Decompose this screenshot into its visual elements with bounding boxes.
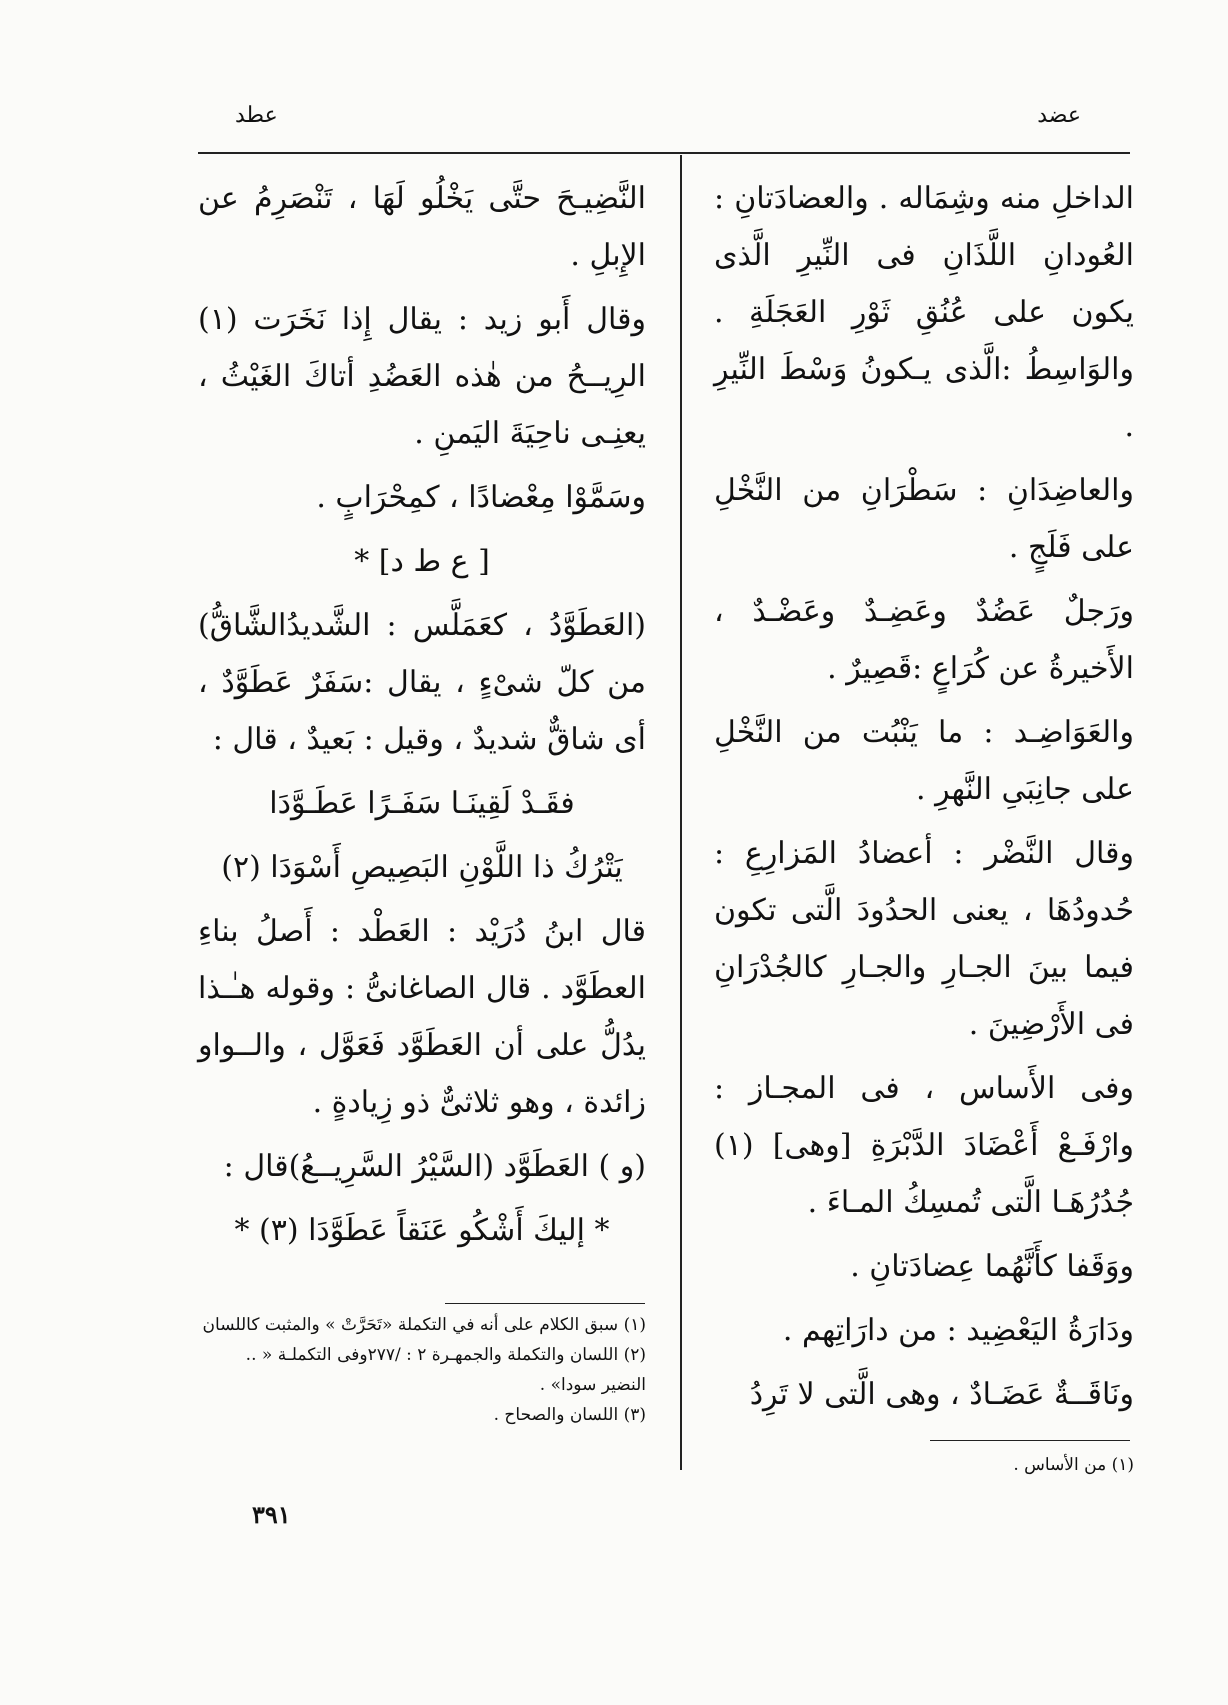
paragraph: النَّضِيـحَ حتَّى يَخْلُو لَهَا ، تَنْصَرِمُ عن الإِبلِ . [198,181,646,273]
paragraph: (العَطَوَّدُ ، كعَمَلَّس : الشَّديدُالشَّاقُّ) من كلّ شىْءٍ ، يقال :سَفَرٌ عَطَوَّدٌ ، أى شاقٌّ شديدٌ ، وقيل : بَعيدٌ ، قال : [198,608,646,757]
footnotes-right [714,1450,1134,1480]
paragraph: وقال أَبو زيد : يقال إِذا نَخَرَت (١) الرِيــحُ من هٰذه العَضُدِ أتاكَ الغَيْثُ ، يعنِـى ناحِيَةَ اليَمنِ . [198,302,646,451]
paragraph: وقال النَّضْر : أعضادُ المَزارِعِ : حُدودُهَا ، يعنى الحدُودَ الَّتى تكون فيما بينَ الجـارِ والجـارِ كالجُدْرَانِ فى الأَرْضِينَ . [714,836,1134,1042]
section-heading: [ ع ط د] * [354,544,490,579]
footnote: (٣) اللسان والصحاح . [493,1405,646,1425]
paragraph: وسَمَّوْا مِعْضادًا ، كمِحْرَابٍ . [316,480,646,515]
paragraph: والعاضِدَانِ : سَطْرَانِ من النَّخْلِ على فَلَجٍ . [714,473,1134,565]
footnote: (١) من الأساس . [1013,1455,1134,1475]
footnote-rule-right [930,1440,1130,1441]
paragraph: ونَاقَــةٌ عَضَـادٌ ، وهى الَّتى لا تَرِدُ [749,1377,1134,1412]
paragraph: ورَجلٌ عَضُدٌ وعَضِـدٌ وعَضْـدٌ ، الأَخيرةُ عن كُرَاعٍ :قَصِيرٌ . [714,594,1134,686]
running-head-right: عضد [1037,103,1081,128]
verse-line: يَتْرُكُ ذا اللَّوْنِ البَصِيصِ أَسْوَدَا (٢) [221,850,623,885]
footnote: (٢) اللسان والتكملة والجمهـرة ٢ : /٢٧٧وفى التكملـة « .. النضير سودا» . [245,1345,646,1395]
paragraph: والعَوَاضِـد : ما يَنْبُت من النَّخْلِ على جانِبَىِ النَّهرِ . [714,715,1134,807]
paragraph: وفى الأَساس ، فى المجـاز : وارْفَـعْ أَعْضَادَ الدَّبْرَةِ [وهى] (١) جُدُرُهَـا الَّتى تُمسِكُ المـاءَ . [714,1071,1134,1220]
paragraph: (و ) العَطَوَّد (السَّيْرُ السَّرِيــعُ)قال : [223,1149,646,1184]
paragraph: ووَقَفا كأَنَّهُما عِضادَتانِ . [850,1249,1134,1284]
right-column [714,170,1134,1430]
paragraph: الداخلِ منه وشِمَاله . والعضادَتانِ : العُودانِ اللَّذَانِ فى النِّيرِ الَّذى يكون على عُنُقِ ثَوْرِ العَجَلَةِ . والوَاسِطُ :الَّذى يـكونُ وَسْطَ النِّيرِ . [714,181,1134,444]
footnotes-left [198,1310,646,1430]
footnote: (١) سبق الكلام على أنه في التكملة «تَحَرَّتْ » والمثبت كاللسان [202,1315,646,1335]
paragraph: قال ابنُ دُرَيْد : العَطْد : أَصلُ بناءِ العطَوَّد . قال الصاغانىُّ : وقوله هـٰـذا يدُلُّ على أن العَطَوَّد فَعَوَّل ، والــواو زائدة ، وهو ثلاثىٌّ ذو زِيادةٍ . [198,914,646,1120]
header-rule [198,152,1130,154]
page-number: ٣٩١ [252,1500,291,1529]
footnote-rule-left [445,1303,645,1304]
paragraph: ودَارَةُ اليَعْضِيد : من دارَاتِهم . [782,1313,1134,1348]
column-divider [680,155,682,1470]
left-column [198,170,646,1266]
verse-line: فقَـدْ لَقِينَـا سَفَـرًا عَطَـوَّدَا [269,786,575,821]
verse-line: * إليكَ أَشْكُو عَنَقاً عَطَوَّدَا (٣) * [234,1213,610,1248]
running-head-left: عطد [235,103,278,128]
